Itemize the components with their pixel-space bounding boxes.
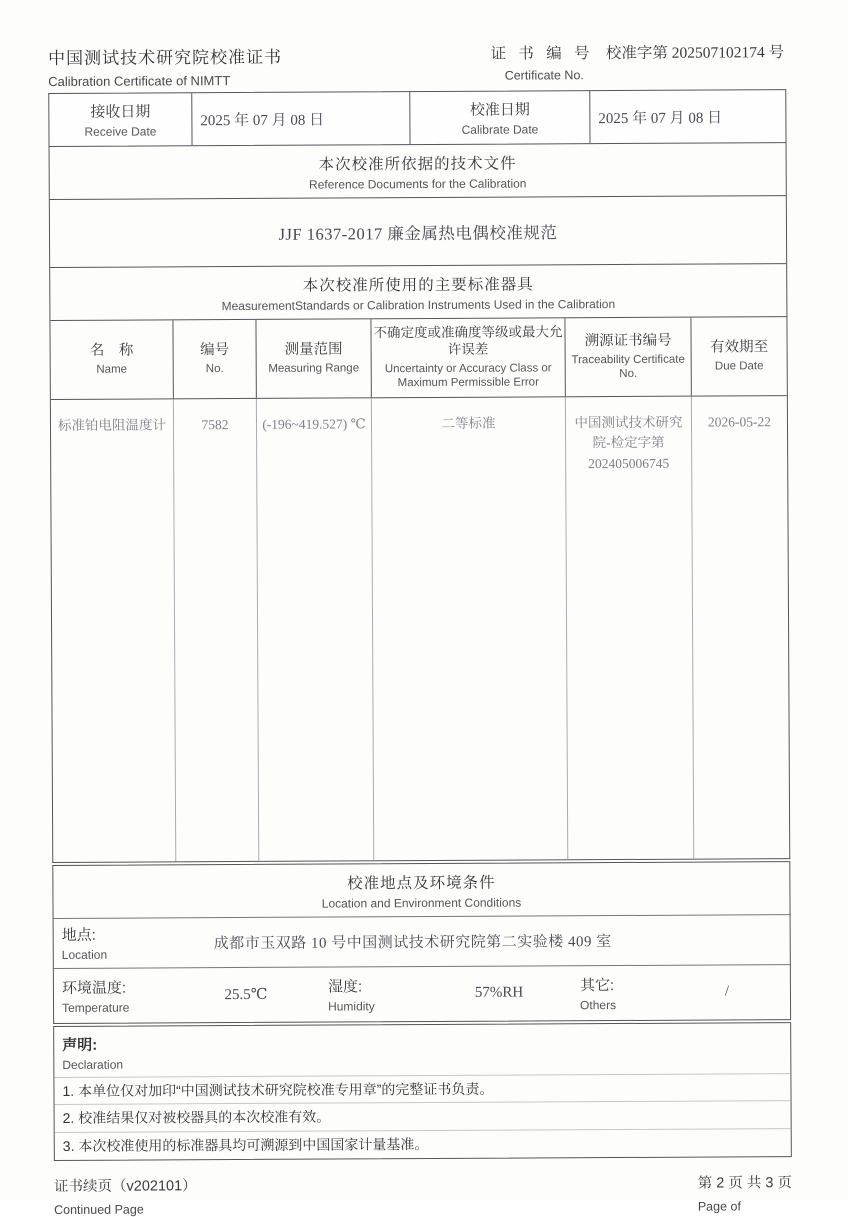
- standard-traceability: 中国测试技术研究院-检定字第 202405006745: [574, 414, 683, 472]
- institute-title-en: Calibration Certificate of NIMTT: [48, 73, 231, 89]
- continued-page-label-en: Continued Page: [54, 1202, 144, 1217]
- column-header-range-cn: 测量范围: [284, 341, 343, 358]
- column-header-due-date-en: Due Date: [714, 360, 764, 373]
- column-header-traceability-cn: 溯源证书编号: [584, 332, 672, 350]
- standard-no-cell: [173, 398, 258, 860]
- environment-row: [54, 964, 790, 1023]
- standard-uncertainty: 二等标准: [441, 415, 496, 431]
- humidity-segment: [328, 974, 580, 1013]
- column-header-traceability: [564, 318, 690, 396]
- column-header-range: [255, 319, 370, 397]
- standard-name: 标准铂电阻温度计: [57, 416, 167, 433]
- column-header-name-cn: 名 称: [89, 342, 134, 359]
- certificate-number-block: [490, 40, 786, 83]
- standards-title-en: MeasurementStandards or Calibration Instruments Used in the Calibration: [221, 297, 616, 314]
- standard-range-cell: [256, 398, 373, 861]
- location-environment-section: [52, 861, 791, 1024]
- column-header-traceability-en: Traceability Certificate No.: [571, 353, 685, 381]
- temperature-label-cn: 环境温度:: [61, 979, 127, 997]
- location-label-block: [62, 923, 162, 962]
- certificate-no-label-en: Certificate No.: [504, 68, 584, 83]
- page-number-cn: 第 2 页 共 3 页: [697, 1175, 793, 1192]
- reference-document-text: JJF 1637-2017 廉金属热电偶校准规范: [50, 196, 786, 268]
- column-header-due-date-cn: 有效期至: [710, 339, 769, 356]
- standards-title-cn: 本次校准所使用的主要标准器具: [302, 276, 534, 295]
- humidity-value: 57%RH: [474, 984, 524, 1001]
- column-header-due-date: [690, 317, 786, 395]
- standard-name-cell: [51, 399, 175, 862]
- declaration-header: [54, 1023, 790, 1077]
- others-label-en: Others: [580, 997, 617, 1012]
- declaration-item-1: 1. 本单位仅对加印“中国测试技术研究院校准专用章”的完整证书负责。: [54, 1073, 790, 1105]
- column-header-no-en: No.: [205, 363, 224, 376]
- location-value: 成都市玉双路 10 号中国测试技术研究院第二实验楼 409 室: [213, 933, 612, 952]
- reference-section-header: [50, 143, 786, 200]
- declaration-item-2: 2. 校准结果仅对被校器具的本次校准有效。: [55, 1101, 791, 1133]
- standards-section-header: [50, 264, 786, 321]
- location-title-en: Location and Environment Conditions: [321, 895, 522, 911]
- declaration-section: [53, 1022, 792, 1162]
- calibrate-date-label-cn: 校准日期: [469, 101, 530, 119]
- standards-table-body: [51, 396, 789, 862]
- standard-range: (-196~419.527) ℃: [262, 415, 366, 432]
- certificate-no-label-cn: 证 书 编 号: [490, 45, 594, 63]
- location-label-en: Location: [61, 947, 108, 962]
- location-label-cn: 地点:: [61, 926, 96, 944]
- standard-due-date: 2026-05-22: [707, 413, 772, 430]
- institute-title-block: [48, 43, 282, 89]
- column-header-no: [172, 320, 255, 398]
- continued-page-label-cn: 证书续页（v202101）: [53, 1178, 197, 1196]
- receive-date-label-cn: 接收日期: [90, 103, 151, 121]
- calibrate-date-label-en: Calibrate Date: [461, 122, 539, 137]
- calibrate-date-value: 2025 年 07 月 08 日: [589, 90, 785, 143]
- humidity-label-en: Humidity: [328, 998, 375, 1014]
- column-header-no-cn: 编号: [200, 342, 230, 359]
- temperature-segment: [62, 975, 328, 1014]
- temperature-label-en: Temperature: [62, 1000, 130, 1015]
- standard-no: 7582: [201, 416, 229, 432]
- document-header: [48, 40, 786, 90]
- others-label-block: [580, 973, 664, 1011]
- reference-title-cn: 本次校准所依据的技术文件: [318, 155, 517, 174]
- declaration-label-en: Declaration: [62, 1057, 124, 1072]
- standards-column-headers: [50, 317, 786, 399]
- footer-continued-page-block: [54, 1174, 197, 1217]
- receive-date-label-en: Receive Date: [84, 124, 157, 139]
- others-segment: [580, 973, 790, 1012]
- location-section-header: [53, 862, 789, 918]
- humidity-label-cn: 湿度:: [327, 977, 363, 996]
- column-header-uncertainty-cn: 不确定度或准确度等级或最大允许误差: [373, 324, 563, 357]
- others-value: /: [724, 983, 730, 1000]
- temperature-value: 25.5℃: [224, 986, 268, 1004]
- footer-page-number-block: [698, 1171, 792, 1213]
- reference-title-en: Reference Documents for the Calibration: [308, 176, 527, 192]
- standard-due-date-cell: [691, 396, 789, 858]
- page-number-en: Page of: [697, 1199, 741, 1214]
- temperature-label-block: [62, 976, 164, 1015]
- calibrate-date-label-cell: [409, 91, 589, 144]
- receive-date-value: 2025 年 07 月 08 日: [191, 92, 409, 145]
- receive-date-label-cell: [49, 93, 191, 146]
- column-header-range-en: Measuring Range: [268, 362, 360, 375]
- date-table: [48, 89, 786, 147]
- others-label-cn: 其它:: [579, 976, 615, 994]
- location-title-cn: 校准地点及环境条件: [347, 874, 496, 892]
- page-content: [48, 40, 792, 1217]
- column-header-name: [50, 320, 172, 398]
- declaration-item-3: 3. 本次校准使用的标准器具均可溯源到中国国家计量基准。: [55, 1128, 791, 1160]
- location-row: [54, 914, 790, 968]
- humidity-label-block: [328, 975, 418, 1013]
- standard-uncertainty-cell: [371, 397, 567, 860]
- certificate-no-value: 校准字第 202507102174 号: [605, 44, 785, 63]
- standard-traceability-cell: [565, 396, 693, 859]
- certificate-number-line: [490, 40, 784, 64]
- page-footer: [54, 1171, 792, 1217]
- column-header-name-en: Name: [96, 363, 128, 376]
- column-header-uncertainty: [370, 318, 564, 397]
- standards-table: [49, 143, 791, 862]
- column-header-uncertainty-en: Uncertainty or Accuracy Class or Maximum Permissible Error: [384, 362, 552, 390]
- institute-title-cn: 中国测试技术研究院校准证书: [48, 47, 283, 68]
- declaration-label-cn: 声明:: [62, 1036, 98, 1054]
